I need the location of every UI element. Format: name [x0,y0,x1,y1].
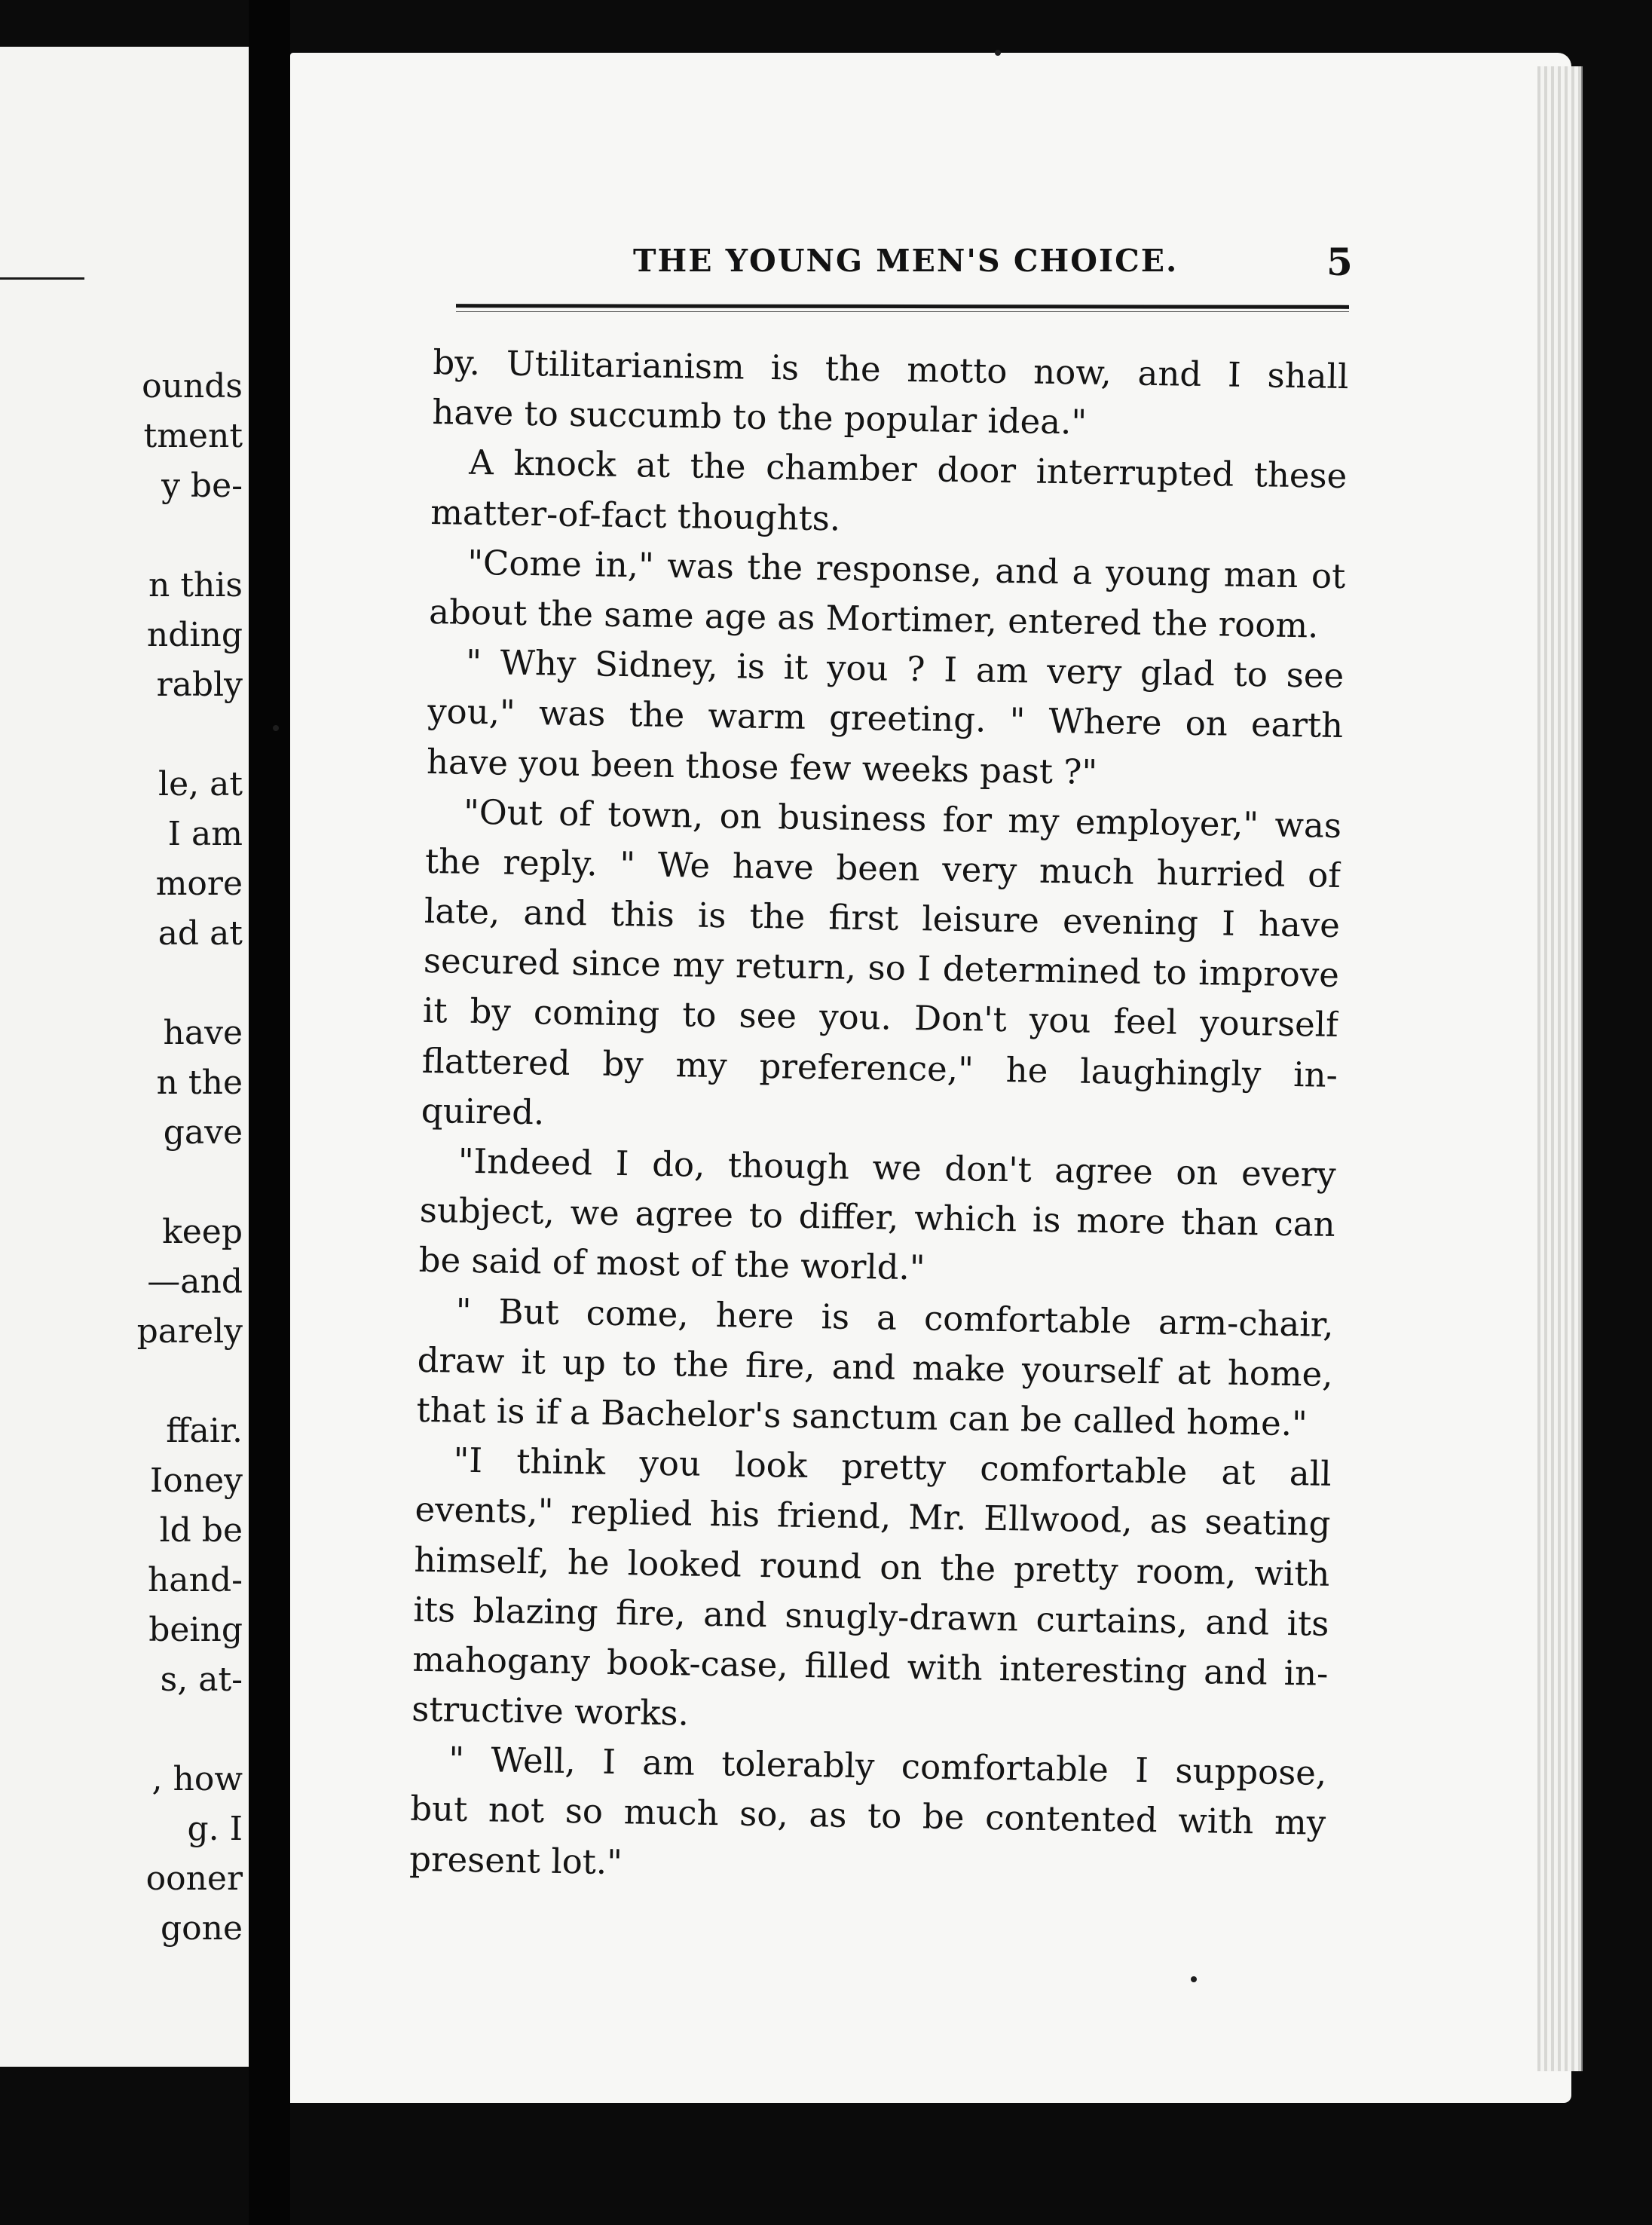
previous-page-line [137,1357,243,1406]
previous-page-line: gone [160,1909,243,1948]
previous-page-line: parely [136,1312,243,1351]
header-rule-thin [456,311,1349,312]
text-line: it by coming to see you. Don't you feel yourself [422,990,1339,1045]
text-line: structive works. [411,1688,690,1734]
text-line: have to succumb to the popular idea." [432,392,1088,442]
text-line: events," replied his friend, Mr. Ellwood, as seating [415,1489,1331,1544]
previous-page-line [137,511,243,561]
previous-page-line: ooner [145,1859,243,1898]
previous-page-line: y be- [161,467,243,505]
page-body-text [409,338,1349,1899]
scan-speck [1191,1976,1197,1982]
previous-page-line [137,710,243,760]
text-line: subject, we agree to differ, which is more than can [419,1190,1336,1245]
previous-page-line: being [148,1611,243,1649]
previous-page-line: le, at [158,765,243,803]
text-line: himself, he looked round on the pretty room, with [414,1539,1330,1594]
previous-page-line [137,959,243,1008]
previous-page-rule [0,277,84,280]
page-number: 5 [1326,240,1353,284]
text-line: mahogany book-case, filled with interesting and in- [412,1639,1329,1694]
previous-page-line: have [163,1014,243,1052]
previous-page-line: tment [143,417,243,455]
previous-page-line: s, at- [160,1660,243,1699]
text-line: but not so much so, as to be contented with my [409,1789,1326,1844]
text-line: A knock at the chamber door interrupted these [468,442,1348,497]
text-line: " Why Sidney, is it you ? I am very glad to see [465,641,1345,696]
previous-page-line: keep [162,1213,243,1251]
text-line: "Out of town, on business for my employer," was [463,791,1342,846]
text-line: present lot." [408,1838,623,1882]
previous-page-line: n the [156,1064,243,1102]
text-line: draw it up to the fire, and make yourself at home, [417,1339,1333,1394]
previous-page-line: g. I [187,1810,243,1848]
text-line: about the same age as Mortimer, entered the room. [428,591,1319,646]
text-line: "Indeed I do, though we don't agree on every [457,1140,1337,1195]
previous-page-line [137,1705,243,1755]
previous-page-fragment [0,47,251,2067]
text-line: " Well, I am tolerably comfortable I suppose, [448,1739,1327,1794]
previous-page-line: ld be [159,1511,243,1550]
previous-page-line: rably [156,666,243,704]
page-edges [1537,66,1583,2071]
previous-page-line: Ioney [149,1461,243,1500]
text-line: matter-of-fact thoughts. [430,491,841,539]
scan-speck [995,50,1001,56]
previous-page-text [137,362,243,1954]
previous-page-line: gave [163,1113,243,1152]
previous-page-line: , how [151,1760,243,1798]
previous-page-line: —and [147,1262,243,1301]
running-head: THE YOUNG MEN'S CHOICE. [633,243,1179,279]
previous-page-line: ounds [142,367,243,406]
text-line: " But come, here is a comfortable arm-chair, [455,1290,1335,1345]
text-line: "Come in," was the response, and a young man ot [467,542,1346,596]
previous-page-line: nding [146,616,243,654]
text-line: its blazing fire, and snugly-drawn curtains, and its [413,1589,1329,1644]
previous-page-line: hand- [148,1561,243,1599]
text-line: by. Utilitarianism is the motto now, and I shall [433,341,1349,397]
text-line: you," was the warm greeting. " Where on earth [427,691,1344,746]
text-line: be said of most of the world." [418,1240,925,1288]
text-line: flattered by my preference," he laughingly in- [421,1040,1338,1095]
book-gutter [249,0,290,2225]
text-line: quired. [421,1090,545,1133]
previous-page-line: n this [148,566,243,604]
text-line: that is if a Bachelor's sanctum can be called home." [416,1389,1308,1444]
previous-page-line: more [155,865,243,903]
text-line: the reply. " We have been very much hurried of [424,840,1341,895]
previous-page-line: ffair. [166,1412,243,1450]
scan-speck [273,725,279,731]
text-line: late, and this is the first leisure evening I have [424,890,1341,946]
text-line: secured since my return, so I determined to improve [423,941,1340,996]
text-line: "I think you look pretty comfortable at all [453,1440,1332,1495]
previous-page-line [137,1158,243,1207]
previous-page-line: ad at [158,914,243,953]
text-line: have you been those few weeks past ?" [426,741,1098,792]
previous-page-line: I am [167,815,243,853]
